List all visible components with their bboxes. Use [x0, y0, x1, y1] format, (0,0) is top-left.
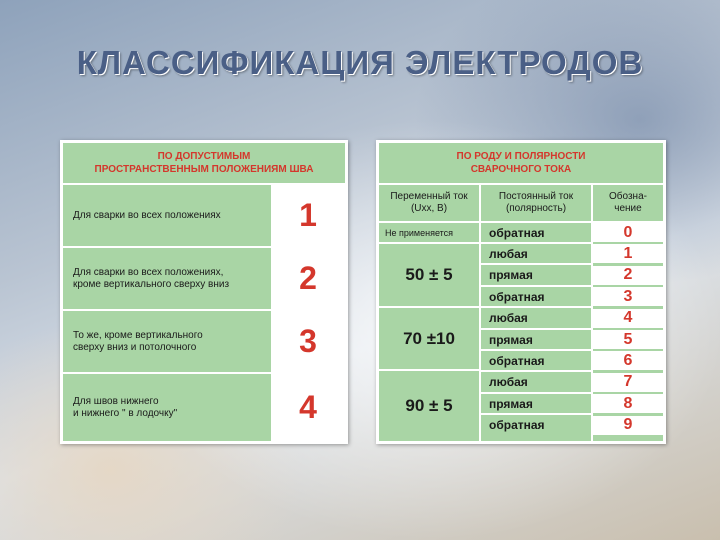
current-code-cell: 7 [593, 373, 663, 392]
page-title: КЛАССИФИКАЦИЯ ЭЛЕКТРОДОВ [76, 44, 644, 81]
position-code: 1 [271, 185, 345, 246]
position-text-line: Для швов нижнего [73, 395, 159, 407]
position-row-2 [63, 248, 345, 311]
current-code-cell: 8 [593, 394, 663, 413]
column-header-dc [481, 185, 591, 221]
position-header-line-1: ПО ДОПУСТИМЫМ [157, 151, 251, 162]
polarity-cell: обратная [489, 418, 545, 433]
position-row-4 [63, 374, 345, 441]
position-row-1 [63, 185, 345, 248]
position-classification-table [60, 140, 348, 444]
position-code: 4 [271, 374, 345, 441]
current-code-cell: 6 [593, 351, 663, 370]
polarity-cell: обратная [489, 225, 545, 240]
polarity-cell: прямая [489, 396, 533, 411]
column-header-line: Переменный ток [390, 191, 468, 202]
position-row-text [73, 374, 268, 441]
polarity-cell: прямая [489, 268, 533, 283]
polarity-cell: обратная [489, 289, 545, 304]
position-text-line: То же, кроме вертикального [73, 329, 203, 341]
position-row-text [73, 248, 268, 309]
position-text-line: Для сварки во всех положениях, [73, 266, 224, 278]
column-header-line: чение [614, 203, 642, 214]
current-table-header [379, 143, 663, 185]
current-classification-table [376, 140, 666, 444]
position-row-text [73, 185, 268, 246]
current-code-cell: 4 [593, 309, 663, 328]
position-row-3 [63, 311, 345, 374]
position-header-line-2: ПРОСТРАНСТВЕННЫМ ПОЛОЖЕНИЯМ ШВА [94, 164, 314, 175]
column-header-line: (полярность) [505, 203, 567, 214]
polarity-cell: любая [489, 246, 528, 261]
column-header-ac [379, 185, 479, 221]
current-code-cell: 3 [593, 287, 663, 306]
position-row-text [73, 311, 268, 372]
polarity-cell: обратная [489, 353, 545, 368]
current-code-cell: 0 [593, 223, 663, 242]
current-code-cell: 9 [593, 416, 663, 435]
current-code-cell: 1 [593, 244, 663, 263]
position-text-line: Для сварки во всех положениях [73, 209, 221, 221]
position-code: 2 [271, 248, 345, 309]
column-header-code [593, 185, 663, 221]
ac-voltage-2: 70 ±10 [403, 328, 455, 348]
position-text-line: и нижнего " в лодочку" [73, 407, 178, 419]
current-code-cell: 5 [593, 330, 663, 349]
column-header-line: Постоянный ток [498, 191, 574, 202]
polarity-cell: любая [489, 311, 528, 326]
position-text-line: кроме вертикального сверху вниз [73, 278, 230, 290]
polarity-cell: прямая [489, 332, 533, 347]
position-text-line: сверху вниз и потолочного [73, 341, 197, 353]
position-code: 3 [271, 311, 345, 372]
current-code-cell: 2 [593, 266, 663, 285]
polarity-cell: любая [489, 375, 528, 390]
ac-not-applicable: Не применяется [385, 227, 454, 238]
ac-voltage-1: 50 ± 5 [405, 265, 453, 284]
ac-voltage-3: 90 ± 5 [405, 396, 453, 415]
current-header-line-2: СВАРОЧНОГО ТОКА [470, 164, 572, 175]
column-header-line: (Uxx, В) [410, 203, 448, 214]
current-header-line-1: ПО РОДУ И ПОЛЯРНОСТИ [456, 151, 586, 162]
position-table-header [63, 143, 345, 185]
column-header-line: Обозна- [609, 191, 647, 202]
